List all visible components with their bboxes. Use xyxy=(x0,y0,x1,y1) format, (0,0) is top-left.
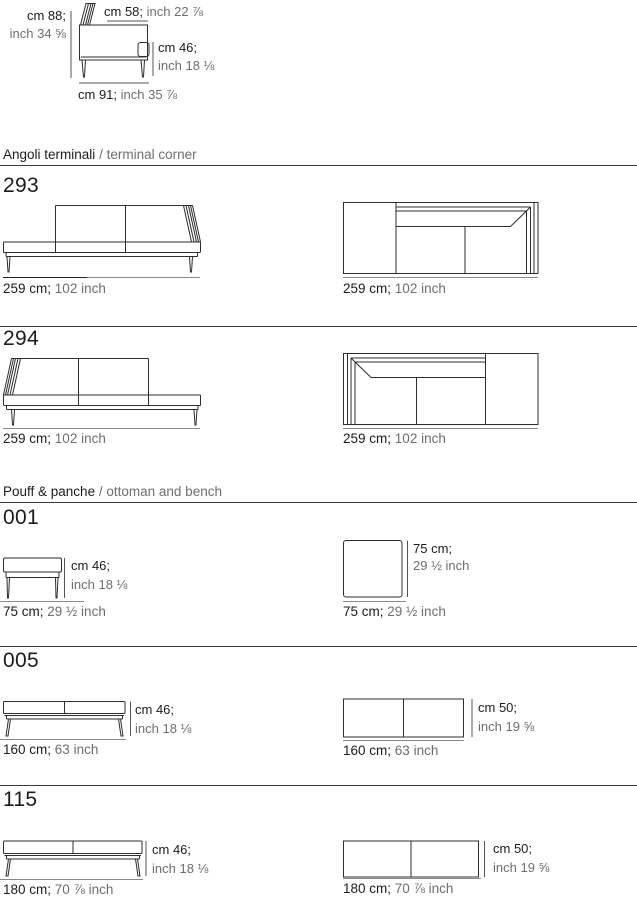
model-115-front-height-inch: inch 18 ⅛ xyxy=(152,861,209,876)
model-001-plan-depth-inch: 29 ½ inch xyxy=(413,558,470,573)
model-294-front-width-cm: 259 cm; xyxy=(3,431,52,446)
model-005-plan-width-inch: 63 inch xyxy=(394,743,439,758)
model-294-plan-drawing xyxy=(343,353,540,427)
section1-title-sep: / xyxy=(99,147,103,162)
model-293-front-width-cm: 259 cm; xyxy=(3,281,52,296)
model-001-front-width-label xyxy=(3,604,106,620)
model-separator-2 xyxy=(0,646,637,647)
model-001-plan-width-inch: 29 ½ inch xyxy=(387,604,446,619)
model-293-front-dim-line-dark xyxy=(3,277,87,278)
section2-title-it: Pouff & panche xyxy=(3,484,96,499)
section2-title-en: ottoman and bench xyxy=(106,484,222,499)
model-115-front-width-cm: 180 cm; xyxy=(3,882,52,897)
side-height-inch-label: inch 34 ⅝ xyxy=(9,26,66,41)
model-115-front-width-label xyxy=(3,882,113,898)
model-001-front-drawing xyxy=(3,556,69,601)
side-seat-height-cm-label: cm 46; xyxy=(158,40,198,55)
model-115-plan-width-inch: 70 ⅞ inch xyxy=(394,881,454,896)
section1-title-it: Angoli terminali xyxy=(3,147,96,162)
model-294-plan-dim-line xyxy=(343,428,538,429)
model-115-code: 115 xyxy=(3,788,38,811)
model-001-front-dim-line xyxy=(0,601,84,602)
model-294-front-width-label xyxy=(3,431,106,447)
section2-title-sep: / xyxy=(98,484,103,499)
model-115-front-drawing xyxy=(3,840,149,880)
side-depth-total-label xyxy=(78,86,177,103)
model-115-plan-depth-inch: inch 19 ⅝ xyxy=(493,860,550,875)
model-293-plan-width-cm: 259 cm; xyxy=(343,281,392,296)
model-001-front-height-cm: cm 46; xyxy=(71,558,111,573)
model-005-front-width-cm: 160 cm; xyxy=(3,742,52,757)
side-height-cm-label: cm 88; xyxy=(26,8,66,23)
side-depth-total-cm: cm 91; xyxy=(78,87,118,102)
model-115-plan-drawing xyxy=(343,840,487,880)
model-293-plan-width-inch: 102 inch xyxy=(394,281,446,296)
model-293-front-width-inch: 102 inch xyxy=(54,281,106,296)
model-293-code: 293 xyxy=(3,174,39,197)
model-294-plan-width-cm: 259 cm; xyxy=(343,431,392,446)
model-005-plan-dim-line xyxy=(343,740,464,741)
side-seat-height-inch-label: inch 18 ⅛ xyxy=(158,58,215,73)
model-293-plan-drawing xyxy=(343,202,540,276)
model-005-plan-width-cm: 160 cm; xyxy=(343,743,392,758)
model-294-plan-width-label xyxy=(343,431,446,447)
side-seat-depth-inch: inch 22 ⅞ xyxy=(146,4,204,19)
model-005-front-width-label xyxy=(3,742,98,758)
model-separator-3 xyxy=(0,785,637,786)
model-115-plan-width-label xyxy=(343,881,453,897)
model-115-plan-dim-line xyxy=(343,878,481,879)
section1-title-en: terminal corner xyxy=(106,147,197,162)
model-001-plan-width-cm: 75 cm; xyxy=(343,604,384,619)
model-005-code: 005 xyxy=(3,649,39,672)
section-header-terminal-corner xyxy=(0,147,637,166)
model-293-front-drawing xyxy=(3,200,205,278)
model-005-front-height-inch: inch 18 ⅛ xyxy=(135,721,192,736)
model-001-plan-depth-cm: 75 cm; xyxy=(413,541,453,556)
model-005-plan-drawing xyxy=(343,698,474,740)
model-001-code: 001 xyxy=(3,506,39,529)
model-293-plan-dim-line xyxy=(343,277,538,278)
model-separator-1 xyxy=(0,326,637,327)
model-294-plan-width-inch: 102 inch xyxy=(394,431,446,446)
model-294-front-dim-line xyxy=(3,428,200,429)
model-115-front-height-cm: cm 46; xyxy=(152,842,192,857)
model-294-code: 294 xyxy=(3,327,39,350)
model-005-front-width-inch: 63 inch xyxy=(54,742,99,757)
model-001-front-width-cm: 75 cm; xyxy=(3,604,44,619)
model-001-plan-width-label xyxy=(343,604,446,620)
model-005-plan-depth-inch: inch 19 ⅝ xyxy=(478,719,535,734)
model-005-front-dim-line xyxy=(0,739,126,740)
model-001-front-height-inch: inch 18 ⅛ xyxy=(71,577,128,592)
model-005-front-height-cm: cm 46; xyxy=(135,702,175,717)
model-001-plan-dim-line xyxy=(343,601,406,602)
model-001-plan-drawing xyxy=(343,540,413,606)
side-seat-depth-cm: cm 58; xyxy=(104,4,144,19)
model-005-plan-depth-cm: cm 50; xyxy=(478,700,518,715)
model-293-front-width-label xyxy=(3,281,106,297)
side-depth-total-inch: inch 35 ⅞ xyxy=(120,87,178,102)
model-115-front-width-inch: 70 ⅞ inch xyxy=(54,882,114,897)
side-seat-depth-label xyxy=(104,3,203,20)
model-001-front-width-inch: 29 ½ inch xyxy=(47,604,106,619)
section-header-ottoman-bench xyxy=(0,484,637,503)
model-115-front-dim-line xyxy=(0,879,143,880)
model-005-plan-width-label xyxy=(343,743,438,759)
model-115-plan-width-cm: 180 cm; xyxy=(343,881,392,896)
model-294-front-width-inch: 102 inch xyxy=(54,431,106,446)
model-293-plan-width-label xyxy=(343,281,446,297)
model-294-front-drawing xyxy=(3,353,205,431)
model-005-front-drawing xyxy=(3,700,134,740)
model-115-plan-depth-cm: cm 50; xyxy=(493,841,533,856)
